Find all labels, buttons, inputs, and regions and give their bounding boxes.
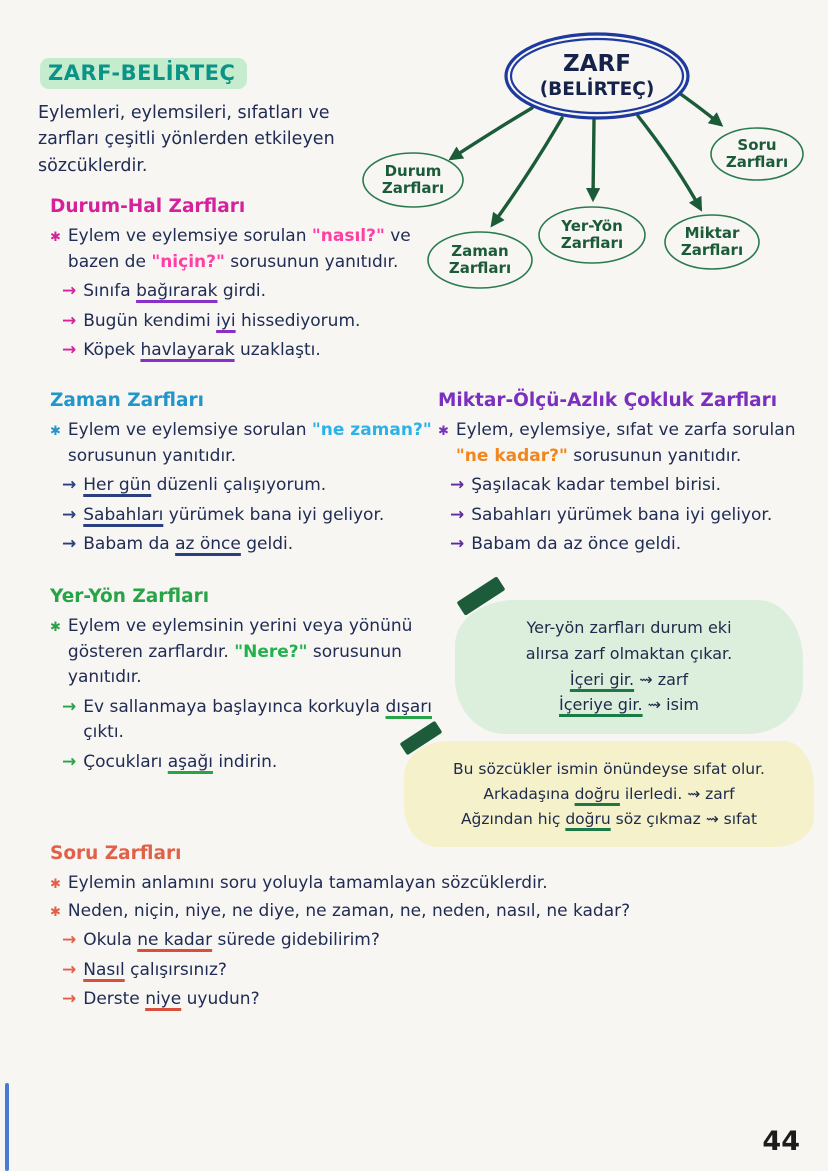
example-line (50, 695, 450, 746)
text-run: geldi. (240, 534, 294, 554)
mindmap-node-miktar (665, 215, 759, 269)
text-run: Çocukları (83, 751, 168, 772)
note-line (477, 693, 781, 718)
underlined-word: havlayarak (140, 340, 235, 360)
mindmap-node-label: Soru (737, 136, 777, 154)
bullet-text (68, 614, 450, 691)
underlined-word: iyi (216, 310, 236, 331)
text-run: Babam da az önce geldi. (471, 534, 682, 554)
example-line (438, 503, 824, 529)
underlined-word: Nasıl (83, 959, 125, 980)
underlined-word: İçeri gir. (569, 669, 635, 689)
example-text (83, 695, 450, 746)
section-heading: Zaman Zarfları (50, 390, 204, 411)
text-run: söz çıkmaz ⇝ sıfat (610, 810, 758, 829)
text-run: Eylem ve eylemsiye sorulan (67, 226, 312, 246)
mindmap-node-label: Zarfları (680, 241, 744, 259)
note-line (477, 642, 781, 667)
section-body (50, 418, 444, 558)
example-line (50, 338, 438, 364)
text-run: Sabahları yürümek bana iyi geliyor. (471, 504, 773, 525)
text-run: Ev sallanmaya başlayınca korkuyla (83, 696, 386, 717)
arrow-icon: → (62, 696, 77, 717)
page-title-text: ZARF-BELİRTEÇ (40, 58, 247, 89)
text-run: Eylem, eylemsiye, sıfat ve zarfa sorulan (455, 420, 796, 440)
example-text (83, 279, 266, 305)
example-text (83, 532, 293, 558)
mindmap-node-label: Zarfları (448, 259, 512, 277)
mindmap-node-soru (711, 128, 803, 180)
text-run: Eylemin anlamını soru yoluyla tamamlayan sözcüklerdir. (67, 873, 548, 893)
page-edge-line (5, 1083, 9, 1171)
section-body (438, 418, 824, 558)
text-run: hissediyorum. (235, 310, 361, 331)
text-run: Ağzından hiç (460, 810, 566, 829)
example-text (83, 750, 277, 776)
example-line (50, 928, 782, 954)
text-run: Bu sözcükler ismin önündeyse sıfat olur. (453, 760, 765, 778)
text-run: sorusunun yanıtıdır. (67, 445, 236, 466)
text-run: Köpek (83, 340, 141, 360)
section-soru-zarflari (50, 843, 782, 1017)
bullet-text (456, 418, 824, 469)
text-run: Arkadaşına (483, 785, 575, 804)
bullet-line (50, 614, 450, 691)
underlined-word: dışarı (385, 696, 433, 717)
example-text (471, 532, 681, 558)
text-run: Yer-yön zarfları durum eki (526, 618, 732, 637)
mindmap-node-zaman (428, 232, 532, 288)
text-run: "ne zaman?" (311, 420, 432, 440)
text-run: Şaşılacak kadar tembel birisi. (471, 475, 722, 495)
bullet-text (68, 899, 630, 925)
text-run: Eylem ve eylemsinin yerini veya yönünü gösteren zarflardır. (67, 616, 413, 662)
mindmap-node-label: Yer-Yön (561, 217, 623, 235)
text-run: düzenli çalışıyorum. (151, 475, 327, 495)
arrow-icon: → (450, 534, 465, 554)
arrow-icon: → (62, 989, 77, 1009)
bullet-text (68, 224, 438, 275)
text-run: ⇝ zarf (634, 669, 689, 689)
example-text (471, 503, 772, 529)
highlighter-marker-icon (457, 576, 506, 616)
section-zaman-zarflari (50, 390, 444, 562)
underlined-word: doğru (565, 810, 611, 829)
example-line (50, 532, 444, 558)
mindmap-center-line1: ZARF (563, 51, 631, 77)
section-miktar-zarflari (438, 390, 824, 562)
arrow-icon: → (450, 475, 465, 495)
text-run: çıktı. (83, 722, 124, 742)
note-body (477, 616, 781, 718)
arrow-icon: → (62, 310, 77, 331)
section-body (50, 614, 450, 775)
asterisk-icon: ✱ (50, 904, 61, 920)
section-heading: Yer-Yön Zarfları (50, 586, 210, 607)
text-run: sorusunun yanıtıdır. (67, 641, 402, 687)
asterisk-icon: ✱ (50, 230, 61, 245)
example-line (50, 987, 782, 1013)
example-text (83, 928, 380, 954)
section-heading: Soru Zarfları (50, 843, 182, 864)
mindmap-node-label: Zarfları (725, 153, 789, 171)
example-line (50, 750, 450, 776)
text-run: Sınıfa (83, 281, 137, 301)
text-run: sürede gidebilirim? (212, 930, 380, 950)
example-text (471, 473, 721, 499)
text-run: Derste (83, 989, 146, 1009)
section-durum-hal-zarflari (50, 196, 438, 368)
example-line (438, 532, 824, 558)
mindmap-node-yeryon (539, 207, 645, 263)
mindmap-node-label: Zarfları (560, 234, 624, 252)
arrow-icon: → (450, 504, 465, 525)
underlined-word: doğru (574, 785, 620, 804)
mindmap-node-label: Durum (384, 162, 442, 180)
mindmap-node-label: Miktar (684, 224, 740, 242)
note-line (426, 807, 792, 831)
note-box-sifat-rule (404, 741, 814, 847)
text-run: ilerledi. ⇝ zarf (619, 785, 735, 804)
text-run: ⇝ isim (642, 695, 699, 715)
text-run: Babam da (83, 534, 176, 554)
example-line (50, 958, 782, 984)
asterisk-icon: ✱ (50, 620, 61, 635)
note-line (477, 616, 781, 641)
section-yer-yon-zarflari (50, 586, 450, 779)
text-run: indirin. (212, 751, 278, 772)
underlined-word: bağırarak (136, 281, 218, 301)
mindmap-center-node (506, 34, 688, 118)
mindmap-node-label: Zaman (451, 242, 509, 260)
bullet-line (50, 871, 782, 897)
arrow-icon: → (62, 534, 77, 554)
example-line (50, 279, 438, 305)
underlined-word: niye (145, 989, 182, 1009)
bullet-line (50, 418, 444, 469)
text-run: Bugün kendimi (83, 310, 217, 331)
bullet-line (438, 418, 824, 469)
text-run: sorusunun yanıtıdır. (567, 445, 742, 466)
text-run: "niçin?" (151, 251, 225, 272)
text-run: "nasıl?" (311, 226, 385, 246)
underlined-word: Sabahları (83, 504, 164, 525)
example-text (83, 958, 227, 984)
underlined-word: ne kadar (137, 930, 213, 950)
example-line (50, 503, 444, 529)
example-text (83, 503, 384, 529)
text-run: sorusunun yanıtıdır. (224, 251, 399, 272)
asterisk-icon: ✱ (50, 877, 61, 892)
note-line (477, 668, 781, 693)
text-run: çalışırsınız? (124, 959, 227, 980)
bullet-text (68, 418, 444, 469)
text-run: "Nere?" (234, 641, 308, 662)
intro-paragraph: Eylemleri, eylemsileri, sıfatları ve zarfları çeşitli yönlerden etkileyen sözcüklerdir. (38, 103, 335, 176)
text-run: ve bazen de (67, 226, 411, 272)
note-line (426, 782, 792, 806)
note-box-yer-yon-rule (455, 600, 803, 734)
arrow-icon: → (62, 504, 77, 525)
bullet-line (50, 224, 438, 275)
note-body (426, 757, 792, 831)
section-heading: Durum-Hal Zarfları (50, 196, 246, 217)
arrow-icon: → (62, 281, 77, 301)
underlined-word: aşağı (167, 751, 213, 772)
example-line (50, 473, 444, 499)
text-run: girdi. (217, 281, 266, 301)
mindmap-center-line2: (BELİRTEÇ) (539, 79, 655, 100)
example-text (83, 309, 360, 335)
underlined-word: Her gün (83, 475, 152, 495)
section-body (50, 871, 782, 1013)
text-run: yürümek bana iyi geliyor. (163, 504, 385, 525)
page-title (40, 58, 247, 89)
bullet-text (68, 871, 548, 897)
arrow-icon: → (62, 475, 77, 495)
arrow-icon: → (62, 751, 77, 772)
example-text (83, 338, 320, 364)
text-run: Eylem ve eylemsiye sorulan (67, 420, 312, 440)
example-line (438, 473, 824, 499)
text-run: uyudun? (181, 989, 260, 1009)
section-body (50, 224, 438, 364)
underlined-word: İçeriye gir. (559, 695, 643, 715)
text-run: "ne kadar?" (455, 445, 568, 466)
example-text (83, 473, 326, 499)
asterisk-icon: ✱ (438, 424, 449, 439)
underlined-word: az önce (175, 534, 241, 554)
mindmap-node-label: Zarfları (381, 179, 445, 197)
example-line (50, 309, 438, 335)
arrow-icon: → (62, 959, 77, 980)
arrow-icon: → (62, 340, 77, 360)
text-run: alırsa zarf olmaktan çıkar. (525, 643, 733, 663)
text-run: Neden, niçin, niye, ne diye, ne zaman, ne, neden, nasıl, ne kadar? (67, 900, 631, 921)
example-text (83, 987, 259, 1013)
text-run: uzaklaştı. (234, 340, 321, 360)
page-number: 44 (762, 1126, 800, 1157)
asterisk-icon: ✱ (50, 424, 61, 439)
note-line (426, 757, 792, 781)
bullet-line (50, 899, 782, 925)
arrow-icon: → (62, 930, 77, 950)
section-heading: Miktar-Ölçü-Azlık Çokluk Zarfları (438, 390, 778, 411)
text-run: Okula (83, 930, 138, 950)
